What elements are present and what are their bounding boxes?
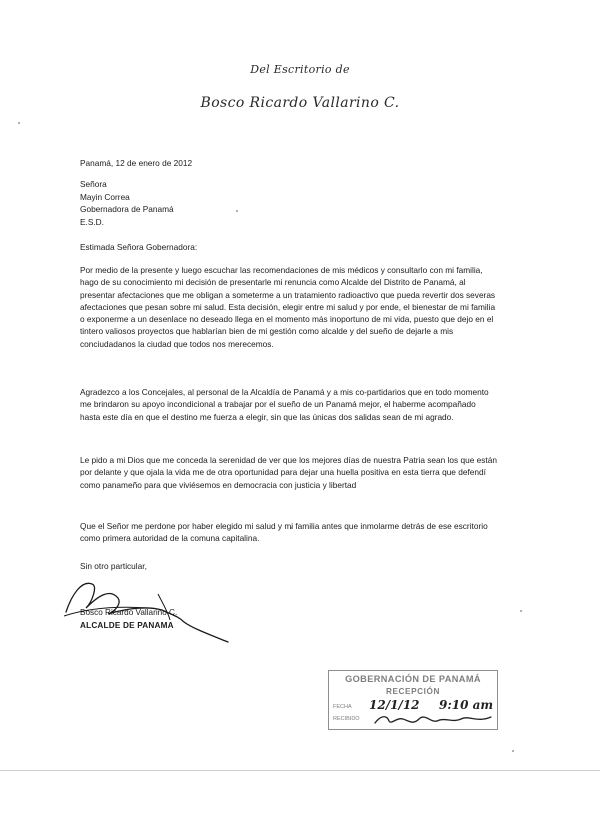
- recipient-honorific: Señora: [80, 179, 107, 189]
- recipient-block: [80, 178, 500, 228]
- body-paragraph: Agradezco a los Concejales, al personal de la Alcaldía de Panamá y a mis co-partidarios que en todo momento me brindaron su apoyo incondicional a trabajar por el sueño de un Panamá mejor, el haberme acompañado hasta este día en que el destino me fuerza a elegir, sin que las únicas dos salidas sean de mi agrado.: [80, 387, 489, 422]
- recipient-name: Mayin Correa: [80, 191, 130, 202]
- scan-speck: [512, 750, 514, 752]
- page-bottom-edge: [0, 770, 600, 771]
- letterhead-name-line: Bosco Ricardo Vallarino C.: [200, 95, 400, 111]
- stamp-handwritten-time: 9:10 am: [439, 698, 494, 712]
- stamp-organization: GOBERNACIÓN DE PANAMÁ: [345, 674, 481, 684]
- salutation: Estimada Señora Gobernadora:: [80, 242, 198, 252]
- body-paragraph: Por medio de la presente y luego escuchar las recomendaciones de mis médicos y consultarlo con mi familia, hago de su conocimiento mi decisión de presentarle mi renuncia como Alcalde del Distrito de Panamá, al presentar afectaciones que me obligan a someterme a un tratamiento radioactivo que pueda revertir dos severas afectaciones que pesan sobre mi salud. Esta decisión, elegir entre mi salud y por ende, el bienestar de mi familia o exponerme a un desenlace no deseado llega en el momento más inoportuno de mi vida, puesto que dejo en el tintero valiosos proyectos que hablarían bien de mi gestión como alcalde y del sueño de dejarle a mis conciudadanos la ciudad que todos nos merecemos.: [80, 265, 496, 349]
- date-line: Panamá, 12 de enero de 2012: [80, 158, 193, 168]
- recipient-abbreviation: E.S.D.: [80, 216, 104, 227]
- reception-stamp: [328, 670, 498, 730]
- scan-speck: [18, 122, 20, 124]
- closing-line: Sin otro particular,: [80, 561, 147, 571]
- stamp-handwritten-date: 12/1/12: [369, 698, 420, 712]
- recipient-position: Gobernadora de Panamá: [80, 204, 174, 215]
- body-paragraph: Que el Señor me perdone por haber elegido mi salud y mi familia antes que inmolarme detrás de ese escritorio como primera autoridad de la comuna capitalina.: [80, 521, 488, 544]
- stamp-received-signature: [373, 711, 493, 729]
- stamp-date-label: FECHA: [333, 704, 352, 710]
- scan-speck: [520, 610, 522, 612]
- letterhead-office-line: Del Escritorio de: [250, 63, 350, 76]
- signature-name: Bosco Ricardo Vallarino C.: [80, 608, 178, 617]
- stamp-department: RECEPCIÓN: [385, 687, 441, 696]
- body-paragraph: Le pido a mi Dios que me conceda la serenidad de ver que los mejores días de nuestra Patria sean los que están por delante y que ojala la vida me de otra oportunidad para dejar una huella positiva en esta tierra que defendí como panameño para que viviésemos en democracia con justicia y libertad: [80, 455, 497, 490]
- signature-title: ALCALDE DE PANAMA: [80, 621, 174, 630]
- stamp-received-label: RECIBIDO: [333, 716, 360, 722]
